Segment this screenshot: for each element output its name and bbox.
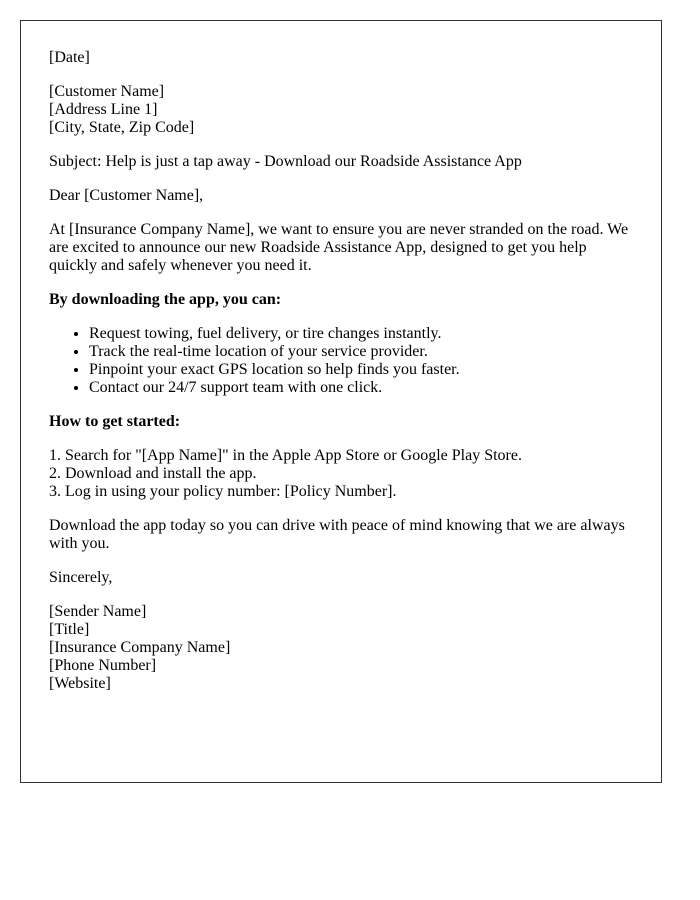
recipient-address-line: [Address Line 1] (49, 101, 158, 118)
steps-list (49, 447, 633, 501)
list-item: 3. Log in using your policy number: [Policy Number]. (49, 483, 397, 500)
sender-title: [Title] (49, 621, 90, 638)
steps-heading: How to get started: (49, 413, 181, 430)
features-list (49, 325, 633, 397)
list-item: • Pinpoint your exact GPS location so help finds you faster. (89, 361, 633, 379)
list-item: • Request towing, fuel delivery, or tire changes instantly. (89, 325, 633, 343)
recipient-city: [City, State, Zip Code] (49, 119, 195, 136)
sender-phone: [Phone Number] (49, 657, 157, 674)
letter (20, 20, 662, 783)
list-item: 2. Download and install the app. (49, 465, 257, 482)
recipient-name: [Customer Name] (49, 83, 165, 100)
sender-name: [Sender Name] (49, 603, 147, 620)
list-item: • Track the real-time location of your service provider. (89, 343, 633, 361)
intro-paragraph: At [Insurance Company Name], we want to ensure you are never stranded on the road. We are excited to announce our new Roadside Assistance App, designed to get you help quickly and safely whenever you need it. (49, 221, 629, 274)
list-item: • Contact our 24/7 support team with one click. (89, 379, 633, 397)
recipient-address (49, 83, 633, 137)
subject: Subject: Help is just a tap away - Download our Roadside Assistance App (49, 153, 522, 170)
features-heading: By downloading the app, you can: (49, 291, 282, 308)
date: [Date] (49, 49, 90, 66)
closing-paragraph: Download the app today so you can drive with peace of mind knowing that we are always with you. (49, 517, 625, 552)
list-item: 1. Search for "[App Name]" in the Apple App Store or Google Play Store. (49, 447, 522, 464)
salutation: Dear [Customer Name], (49, 187, 204, 204)
sender-website: [Website] (49, 675, 111, 692)
signature-block (49, 603, 633, 693)
sender-company: [Insurance Company Name] (49, 639, 231, 656)
closing: Sincerely, (49, 569, 113, 586)
